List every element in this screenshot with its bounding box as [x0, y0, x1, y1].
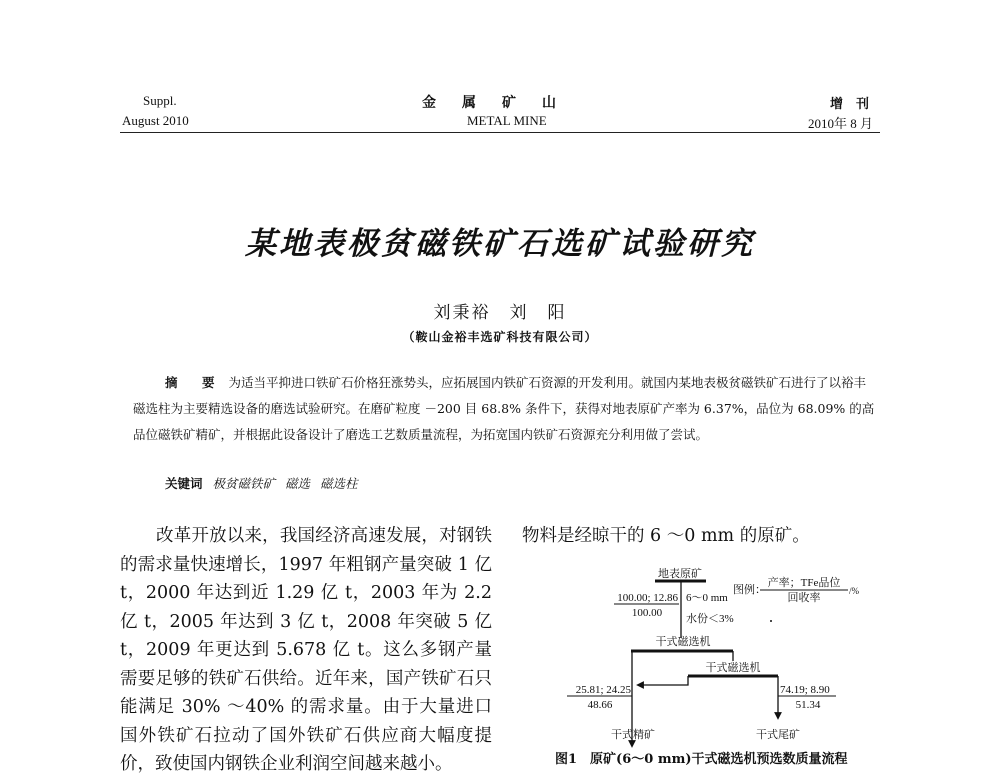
separator1-label: 干式磁选机	[655, 636, 711, 648]
header-date-cn: 2010年 8 月	[808, 116, 874, 131]
figure-caption: 图1 原矿(6～0 mm)干式磁选机预选数质量流程	[555, 752, 848, 767]
header-date-en: August 2010	[122, 113, 189, 128]
keywords-label: 关键词	[165, 476, 203, 491]
legend-label: 图例：	[733, 584, 766, 596]
concentrate-label: 干式精矿	[611, 729, 655, 741]
article-title: 某地表极贫磁铁矿石选矿试验研究	[245, 226, 755, 262]
keyword: 磁选柱	[320, 476, 358, 491]
moisture-note: 水份＜3%	[686, 613, 734, 625]
abstract-text: 为适当平抑进口铁矿石价格狂涨势头，应拓展国内铁矿石资源的开发利用。就国内某地表极贫磁铁矿石进行了以裕丰磁选柱为主要精选设备的磨选试验研究。在磨矿粒度 －200 目 68.8% 条件下，获得对地表原矿产率为 6.37%，品位为 68.09% 的高品位磁铁矿精矿，并根据此设备设计了磨选工艺数质量流程，为拓宽国内铁矿石资源充分利用做了尝试。	[133, 375, 875, 442]
keyword: 极贫磁铁矿	[212, 476, 276, 491]
tailings-values: 74.19; 8.90	[780, 684, 830, 696]
concentrate-values: 25.81; 24.25	[575, 684, 631, 696]
middling-return-arrow	[640, 676, 688, 685]
affiliation: （鞍山金裕丰选矿科技有限公司）	[402, 330, 598, 344]
legend-denominator: 回收率	[787, 592, 821, 604]
body-text-right-column: 物料是经晾干的 6 ～0 mm 的原矿。	[522, 526, 810, 546]
journal-name-cn: 金 属 矿 山	[422, 96, 562, 111]
body-text-left-column: 改革开放以来，我国经济高速发展，对钢铁的需求量快速增长，1997 年粗钢产量突破 1 亿 t，2000 年达到近 1.29 亿 t，2003 年为 2.2 亿 t，2005 年达到 3 亿 t，2008 年突破 5 亿 t，2009 年更达到 5.678 亿 t。这么多钢产量需要足够的铁矿石供给。近年来，国产铁矿石只能满足 30% ～40% 的需求量。由于大量进口国外铁矿石拉动了国外铁矿石供应商大幅度提价，致使国内钢铁企业利润空间越来越小。	[120, 526, 492, 774]
tailings-label: 干式尾矿	[756, 729, 800, 741]
feed-label: 地表原矿	[658, 568, 702, 580]
authors: 刘秉裕 刘 阳	[433, 303, 567, 323]
separator2-label: 干式磁选机	[705, 662, 761, 674]
legend-unit: /%	[849, 586, 859, 596]
abstract-label: 摘 要	[165, 375, 221, 390]
keyword: 磁选	[285, 476, 311, 491]
tailings-recovery: 51.34	[795, 699, 821, 711]
feed-values: 100.00; 12.86	[617, 592, 678, 604]
legend-numerator: 产率；TFe品位	[767, 577, 841, 589]
feed-recovery: 100.00	[631, 607, 663, 619]
concentrate-recovery: 48.66	[587, 699, 613, 711]
header-suppl: Suppl.	[143, 93, 177, 108]
size-note: 6～0 mm	[686, 592, 728, 604]
header-supplement-cn: 增 刊	[830, 96, 870, 111]
journal-name-en: METAL MINE	[467, 113, 547, 128]
